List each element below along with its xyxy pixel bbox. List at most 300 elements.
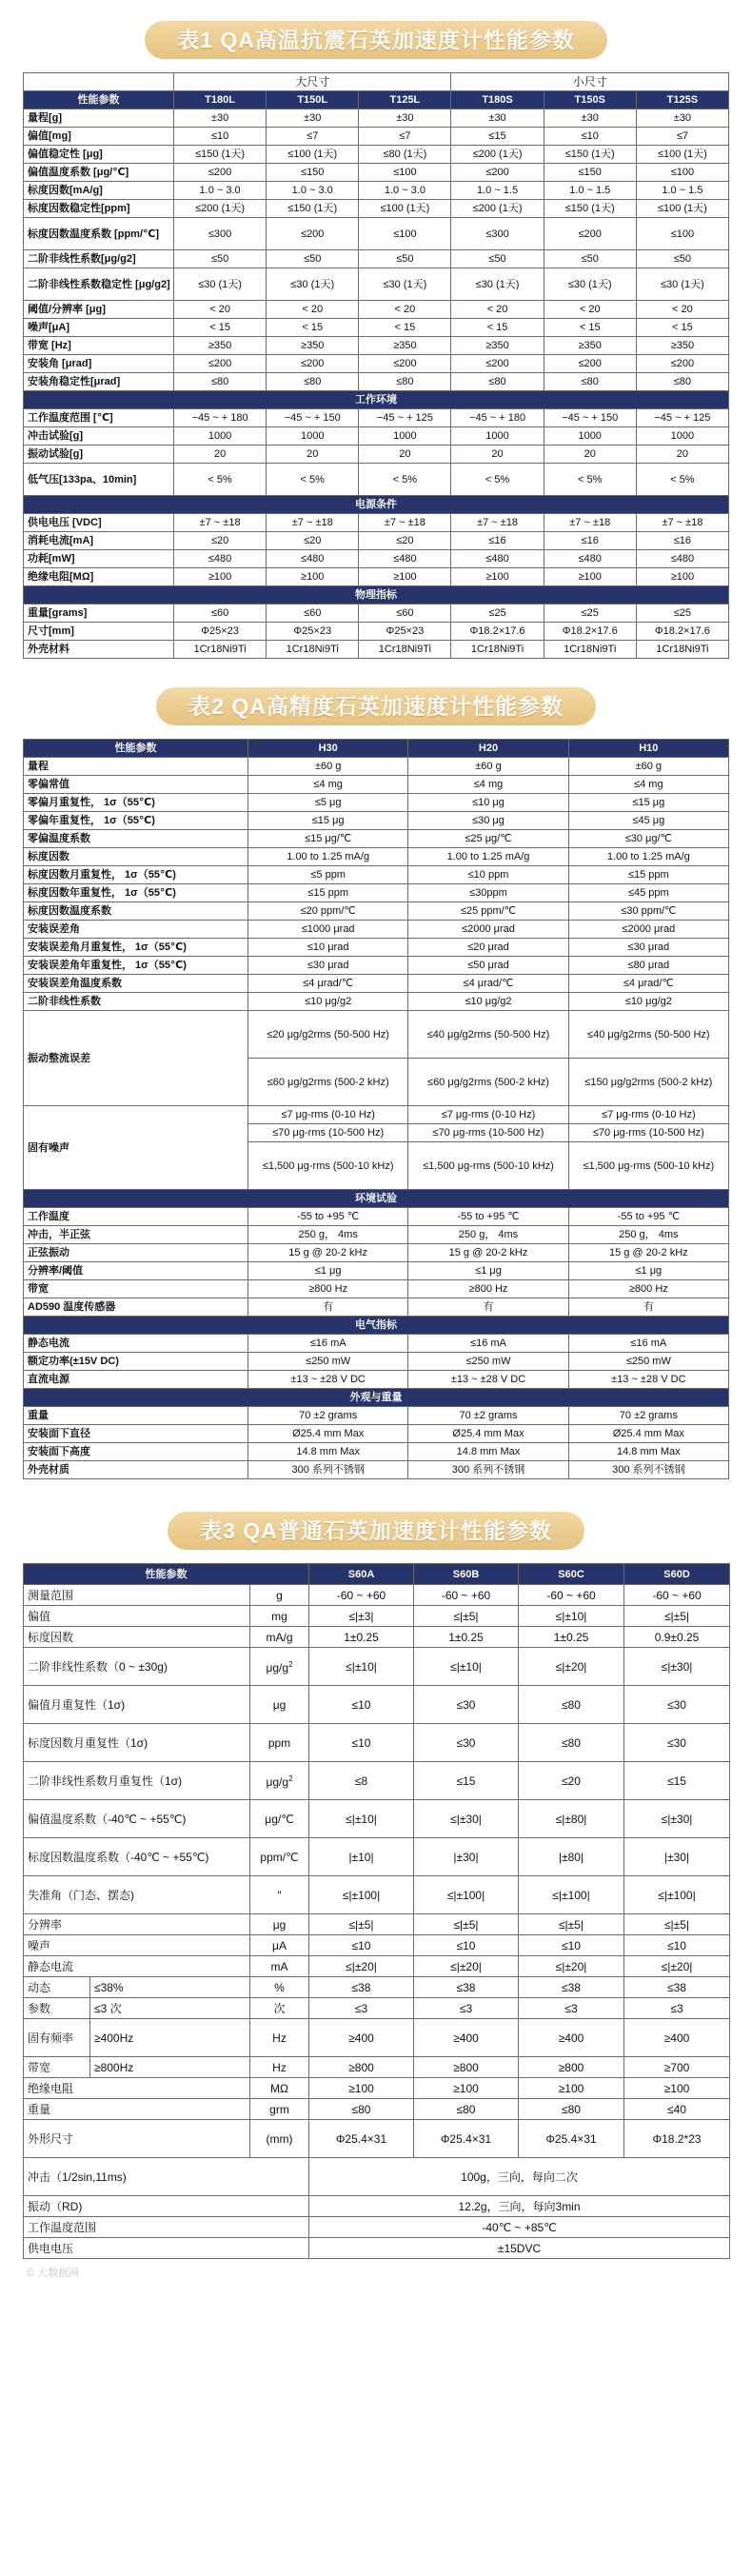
row-label: 带宽 [Hz] xyxy=(24,337,174,355)
table-row xyxy=(24,2057,730,2078)
table-cell: < 20 xyxy=(544,301,636,319)
merged-value-cell: -40℃ ~ +85℃ xyxy=(309,2217,730,2238)
table-cell: ≤480 xyxy=(451,550,544,568)
section-header: 电气指标 xyxy=(24,1317,729,1335)
table-cell: ≤4 mg xyxy=(248,776,408,794)
table-cell: ≤30 xyxy=(414,1686,519,1724)
table-cell: ≤200 xyxy=(267,355,359,373)
table3-standard-accelerometer xyxy=(23,1563,730,2259)
row-label: 带宽 xyxy=(24,1280,248,1298)
table-row xyxy=(24,1262,729,1280)
column-header: S60B xyxy=(414,1564,519,1585)
table-cell: ≥100 xyxy=(519,2078,624,2099)
table-cell: ≤200 xyxy=(359,355,451,373)
table-row xyxy=(24,812,729,830)
table-cell: ≤15 μg xyxy=(568,794,728,812)
table-cell: ≥400 xyxy=(414,2019,519,2057)
table-cell: ≤10 xyxy=(174,128,267,146)
table-cell: 1Cr18Ni9Ti xyxy=(544,641,636,659)
column-header: 性能参数 xyxy=(24,91,174,109)
table-cell: ≤80 xyxy=(519,1724,624,1762)
table-row xyxy=(24,957,729,975)
table-cell: ≤|±20| xyxy=(414,1956,519,1977)
table-cell: ≤200 (1天) xyxy=(174,200,267,218)
table-cell: ≤2000 μrad xyxy=(568,921,728,939)
table-cell: ≤|±30| xyxy=(624,1648,730,1686)
table-cell: ≤3 xyxy=(309,1998,414,2019)
table-cell: -55 to +95 ℃ xyxy=(568,1208,728,1226)
unit-cell xyxy=(250,1648,309,1686)
table-cell: ≥350 xyxy=(636,337,728,355)
table-cell: ≤150 (1天) xyxy=(544,200,636,218)
table-row xyxy=(24,1800,730,1838)
table-cell: ≥400 xyxy=(519,2019,624,2057)
table-cell: ±7 ~ ±18 xyxy=(544,514,636,532)
table-row xyxy=(24,830,729,848)
table-cell: ≤3 xyxy=(519,1998,624,2019)
table-cell: 0.9±0.25 xyxy=(624,1627,730,1648)
table-cell: μA xyxy=(250,1935,309,1956)
table-cell: ≤25 xyxy=(636,604,728,623)
table-cell: ≤70 μg-rms (10-500 Hz) xyxy=(248,1124,408,1142)
table-row xyxy=(24,2158,730,2196)
table-row xyxy=(24,391,729,409)
table-cell: ≤70 μg-rms (10-500 Hz) xyxy=(568,1124,728,1142)
table1-high-temp-accelerometer xyxy=(23,72,729,659)
table-row xyxy=(24,866,729,884)
row-label: 振动整流误差 xyxy=(24,1011,248,1106)
table-cell: 70 ±2 grams xyxy=(408,1407,568,1425)
row-label: 动态 xyxy=(24,1977,90,1998)
table-cell: |±30| xyxy=(414,1838,519,1876)
table-cell: ≤200 xyxy=(174,355,267,373)
table-row xyxy=(24,1298,729,1317)
table-row xyxy=(24,301,729,319)
row-label: 标度因数温度系数 [ppm/℃] xyxy=(24,218,174,250)
table-cell: 1.00 to 1.25 mA/g xyxy=(248,848,408,866)
column-header: S60C xyxy=(519,1564,624,1585)
table-row xyxy=(24,1190,729,1208)
table-cell: 有 xyxy=(568,1298,728,1317)
table-cell: 20 xyxy=(451,446,544,464)
table-row xyxy=(24,268,729,301)
table-cell: ≤100 (1天) xyxy=(267,146,359,164)
table-cell: ≤|±10| xyxy=(309,1800,414,1838)
table-row xyxy=(24,1425,729,1443)
table-row xyxy=(24,200,729,218)
table-cell: g xyxy=(250,1585,309,1606)
table-cell: < 5% xyxy=(359,464,451,496)
table-row xyxy=(24,373,729,391)
table-row xyxy=(24,1935,730,1956)
table-cell: 250 g， 4ms xyxy=(408,1226,568,1244)
table-cell: ≤150 xyxy=(544,164,636,182)
table-cell: ≤20 μg/g2rms (50-500 Hz) xyxy=(248,1011,408,1059)
table-row xyxy=(24,1353,729,1371)
table-cell: ≤25 ppm/℃ xyxy=(408,902,568,921)
table-cell: Ø25.4 mm Max xyxy=(408,1425,568,1443)
table-cell: ≤38 xyxy=(519,1977,624,1998)
table-row xyxy=(24,1443,729,1461)
table-cell: ≤100 (1天) xyxy=(636,200,728,218)
row-label: 供电电压 [VDC] xyxy=(24,514,174,532)
table-cell: ≤16 xyxy=(451,532,544,550)
table-cell: 1Cr18Ni9Ti xyxy=(267,641,359,659)
table-cell: ≥100 xyxy=(267,568,359,586)
table-cell: ±60 g xyxy=(248,758,408,776)
table-cell: < 15 xyxy=(359,319,451,337)
table-cell: −45 ~ + 125 xyxy=(359,409,451,427)
table-cell: ≤|±20| xyxy=(309,1956,414,1977)
table-cell: 14.8 mm Max xyxy=(408,1443,568,1461)
table-cell: ≤30 (1天) xyxy=(451,268,544,301)
table-cell: ≤3 xyxy=(624,1998,730,2019)
table-cell: ≤1000 μrad xyxy=(248,921,408,939)
row-label: 标度因数温度系数 xyxy=(24,902,248,921)
row-label: 标度因数月重复性， 1σ（55℃) xyxy=(24,866,248,884)
row-label: 安装误差角年重复性， 1σ（55℃) xyxy=(24,957,248,975)
row-label: AD590 温度传感器 xyxy=(24,1298,248,1317)
column-header: 性能参数 xyxy=(24,740,248,758)
table-cell: ≤1,500 μg-rms (500-10 kHz) xyxy=(248,1142,408,1190)
table-row xyxy=(24,337,729,355)
column-header: S60D xyxy=(624,1564,730,1585)
table-cell: 1±0.25 xyxy=(414,1627,519,1648)
row-label: 绝缘电阻[MΩ] xyxy=(24,568,174,586)
row-label: 振动试验[g] xyxy=(24,446,174,464)
table-cell: ≤|±100| xyxy=(309,1876,414,1914)
row-label: 固有噪声 xyxy=(24,1106,248,1190)
row-label: 偏值月重复性（1σ) xyxy=(24,1686,250,1724)
table-cell: ≥100 xyxy=(624,2078,730,2099)
table-row xyxy=(24,1407,729,1425)
row-label: 二阶非线性系数稳定性 [μg/g2] xyxy=(24,268,174,301)
table-cell: ≤100 (1天) xyxy=(636,146,728,164)
table-cell: ≤50 xyxy=(267,250,359,268)
table-cell: 1.0 ~ 3.0 xyxy=(174,182,267,200)
table-cell: ≥100 xyxy=(309,2078,414,2099)
table-cell: ≤1,500 μg-rms (500-10 kHz) xyxy=(568,1142,728,1190)
row-label: 偏值温度系数 [μg/℃] xyxy=(24,164,174,182)
table-cell: ≤15 xyxy=(451,128,544,146)
table-cell: Φ25×23 xyxy=(267,623,359,641)
table-cell: ≤1 μg xyxy=(568,1262,728,1280)
table-cell: ≥100 xyxy=(174,568,267,586)
table-cell: Hz xyxy=(250,2057,309,2078)
table-cell: ≤|±100| xyxy=(519,1876,624,1914)
table-row xyxy=(24,604,729,623)
table-cell: -60 ~ +60 xyxy=(624,1585,730,1606)
table-cell: 250 g， 4ms xyxy=(248,1226,408,1244)
table-cell: ≤150 xyxy=(267,164,359,182)
table-row xyxy=(24,1317,729,1335)
table-cell: ≤50 xyxy=(544,250,636,268)
row-label: 标度因数 xyxy=(24,1627,250,1648)
table-cell: ≤25 xyxy=(451,604,544,623)
table-cell: ≤80 xyxy=(636,373,728,391)
table-cell: ≤10 ppm xyxy=(408,866,568,884)
row-label: 外形尺寸 xyxy=(24,2120,250,2158)
table-cell: ≤250 mW xyxy=(248,1353,408,1371)
table-row xyxy=(24,2019,730,2057)
table-cell: ≤|±10| xyxy=(414,1648,519,1686)
table-cell: ≤16 mA xyxy=(248,1335,408,1353)
table-cell: μg xyxy=(250,1914,309,1935)
table-row xyxy=(24,464,729,496)
section-header: 环境试验 xyxy=(24,1190,729,1208)
table-cell: % xyxy=(250,1977,309,1998)
table-cell: < 5% xyxy=(636,464,728,496)
table-cell: ≤200 (1天) xyxy=(451,146,544,164)
table-row xyxy=(24,2217,730,2238)
table-row xyxy=(24,993,729,1011)
table-cell: ≤45 ppm xyxy=(568,884,728,902)
table-cell: ≤60 xyxy=(174,604,267,623)
row-label: 安装角稳定性[μrad] xyxy=(24,373,174,391)
table3-title-wrap xyxy=(23,1479,729,1550)
table-cell: Φ25×23 xyxy=(359,623,451,641)
table-cell: ≤10 xyxy=(544,128,636,146)
table-cell: ≤|±5| xyxy=(414,1606,519,1627)
table-row xyxy=(24,2099,730,2120)
table-cell: ≤7 μg-rms (0-10 Hz) xyxy=(568,1106,728,1124)
table-cell: ≤80 xyxy=(544,373,636,391)
row-label: 静态电流 xyxy=(24,1956,250,1977)
table-cell: 70 ±2 grams xyxy=(248,1407,408,1425)
table-cell: −45 ~ + 180 xyxy=(451,409,544,427)
row-label: 零偏年重复性， 1σ（55℃) xyxy=(24,812,248,830)
merged-value-cell: ±15DVC xyxy=(309,2238,730,2259)
table-cell: 1.0 ~ 3.0 xyxy=(359,182,451,200)
unit-cell xyxy=(250,1762,309,1800)
row-label: 冲击（1/2sin,11ms) xyxy=(24,2158,309,2196)
table-cell: -60 ~ +60 xyxy=(309,1585,414,1606)
table1-title-wrap xyxy=(23,0,729,59)
table-cell: ≤|±20| xyxy=(519,1648,624,1686)
row-label: 偏值 xyxy=(24,1606,250,1627)
table-cell: < 20 xyxy=(174,301,267,319)
table-cell: ≤|±5| xyxy=(624,1606,730,1627)
table-row xyxy=(24,1226,729,1244)
table-row xyxy=(24,427,729,446)
table-cell: 1000 xyxy=(544,427,636,446)
table-cell: < 20 xyxy=(267,301,359,319)
column-header: H10 xyxy=(568,740,728,758)
table-cell: ≤10 xyxy=(624,1935,730,1956)
table-cell: Φ18.2×17.6 xyxy=(636,623,728,641)
column-header: T150L xyxy=(267,91,359,109)
table-row xyxy=(24,921,729,939)
table-row xyxy=(24,1585,730,1606)
table-cell: −45 ~ + 180 xyxy=(174,409,267,427)
table-cell: ≤100 xyxy=(359,218,451,250)
table-row xyxy=(24,91,729,109)
row-label: 低气压[133pa、10min] xyxy=(24,464,174,496)
table-cell: ≤50 μrad xyxy=(408,957,568,975)
row-label: 安装误差角温度系数 xyxy=(24,975,248,993)
table-cell: ≤80 xyxy=(451,373,544,391)
table-cell: ±7 ~ ±18 xyxy=(451,514,544,532)
table3-title: 表3 QA普通石英加速度计性能参数 xyxy=(168,1512,584,1550)
table-cell: ≥800 Hz xyxy=(568,1280,728,1298)
table-row xyxy=(24,758,729,776)
table-cell: ≤40 μg/g2rms (50-500 Hz) xyxy=(568,1011,728,1059)
table-cell: ≤|±80| xyxy=(519,1800,624,1838)
table-row xyxy=(24,218,729,250)
table-cell: ≤7 μg-rms (0-10 Hz) xyxy=(248,1106,408,1124)
table-cell: < 5% xyxy=(267,464,359,496)
table-cell: 1.0 ~ 1.5 xyxy=(544,182,636,200)
table-cell: 1000 xyxy=(636,427,728,446)
row-label: 测量范围 xyxy=(24,1585,250,1606)
table-row xyxy=(24,586,729,604)
table-cell: ±30 xyxy=(174,109,267,128)
table-cell: ≤10 xyxy=(309,1724,414,1762)
table-cell: 14.8 mm Max xyxy=(568,1443,728,1461)
table-row xyxy=(24,641,729,659)
row-label: 标度因数[mA/g] xyxy=(24,182,174,200)
row-label: 噪声[μA] xyxy=(24,319,174,337)
table-cell: 1±0.25 xyxy=(519,1627,624,1648)
table-cell: Ø25.4 mm Max xyxy=(568,1425,728,1443)
table-row xyxy=(24,1627,730,1648)
table-cell: ≤200 xyxy=(174,164,267,182)
table-cell: ≤60 xyxy=(359,604,451,623)
row-label: 重量[grams] xyxy=(24,604,174,623)
row-label: 冲击，半正弦 xyxy=(24,1226,248,1244)
table-cell: ≤30 (1天) xyxy=(636,268,728,301)
table-cell: ≤30 μg/℃ xyxy=(568,830,728,848)
table-cell: Φ18.2×17.6 xyxy=(544,623,636,641)
table-cell: ≤80 μrad xyxy=(568,957,728,975)
table-row xyxy=(24,409,729,427)
table-cell: ±7 ~ ±18 xyxy=(359,514,451,532)
table-cell: μg/℃ xyxy=(250,1800,309,1838)
table-cell: ≤|±100| xyxy=(414,1876,519,1914)
table-cell: −45 ~ + 150 xyxy=(544,409,636,427)
section-header: 电源条件 xyxy=(24,496,729,514)
table-cell: ≤480 xyxy=(544,550,636,568)
row-label: 带宽 xyxy=(24,2057,90,2078)
row-label: 外壳材质 xyxy=(24,1461,248,1479)
table-cell: 14.8 mm Max xyxy=(248,1443,408,1461)
table-cell: Hz xyxy=(250,2019,309,2057)
table-cell: Φ25.4×31 xyxy=(414,2120,519,2158)
table-cell: ≤|±5| xyxy=(624,1914,730,1935)
table-cell: ≤38 xyxy=(624,1977,730,1998)
table-cell: ≥800 xyxy=(309,2057,414,2078)
row-label: 标度因数年重复性， 1σ（55℃) xyxy=(24,884,248,902)
table-cell: ≤30 μg xyxy=(408,812,568,830)
row-label: 二阶非线性系数月重复性（1σ) xyxy=(24,1762,250,1800)
table-cell: (mm) xyxy=(250,2120,309,2158)
row-label: 工作温度范围 [℃] xyxy=(24,409,174,427)
table-cell: ≥800 xyxy=(414,2057,519,2078)
table-row xyxy=(24,1244,729,1262)
table-cell: ≤200 xyxy=(267,218,359,250)
table-row xyxy=(24,164,729,182)
table-cell: ≤10 xyxy=(309,1686,414,1724)
row-label: 工作温度 xyxy=(24,1208,248,1226)
table-cell: ≥350 xyxy=(451,337,544,355)
table-row xyxy=(24,902,729,921)
table-cell: ≥100 xyxy=(451,568,544,586)
merged-value-cell: 12.2g，三向，每向3min xyxy=(309,2196,730,2217)
table-row xyxy=(24,623,729,641)
table-cell: ≤30 μrad xyxy=(248,957,408,975)
table-cell: -55 to +95 ℃ xyxy=(408,1208,568,1226)
row-label: 阈值/分辨率 [μg] xyxy=(24,301,174,319)
empty-cell xyxy=(24,73,174,91)
table-cell: ≤38 xyxy=(414,1977,519,1998)
table-cell: ±13 ~ ±28 V DC xyxy=(408,1371,568,1389)
table-cell: 1000 xyxy=(267,427,359,446)
group-small-header: 小尺寸 xyxy=(451,73,729,91)
table-row xyxy=(24,884,729,902)
unit-superscript: 2 xyxy=(288,1774,293,1783)
table-cell: ≤30 μrad xyxy=(568,939,728,957)
table-cell: < 20 xyxy=(636,301,728,319)
table-cell: ≥100 xyxy=(414,2078,519,2099)
table-cell: < 15 xyxy=(636,319,728,337)
table-cell: ≤20 xyxy=(174,532,267,550)
table-cell: ≥400 xyxy=(309,2019,414,2057)
table-row xyxy=(24,496,729,514)
table-cell: 300 系列不锈钢 xyxy=(568,1461,728,1479)
row-condition: ≤3 次 xyxy=(90,1998,250,2019)
table-cell: ≤|±20| xyxy=(519,1956,624,1977)
row-label: 参数 xyxy=(24,1998,90,2019)
row-label: 正弦振动 xyxy=(24,1244,248,1262)
table-cell: 1.0 ~ 1.5 xyxy=(451,182,544,200)
table-cell: ≤30 (1天) xyxy=(267,268,359,301)
table-cell: ≤15 xyxy=(414,1762,519,1800)
table-cell: ≤100 (1天) xyxy=(359,200,451,218)
table-cell: MΩ xyxy=(250,2078,309,2099)
table-cell: ≤30 (1天) xyxy=(174,268,267,301)
row-label: 标度因数温度系数（-40℃ ~ +55℃) xyxy=(24,1838,250,1876)
table-cell: ±7 ~ ±18 xyxy=(174,514,267,532)
row-label: 固有频率 xyxy=(24,2019,90,2057)
table-cell: ≤1,500 μg-rms (500-10 kHz) xyxy=(408,1142,568,1190)
row-label: 偏值温度系数（-40℃ ~ +55℃) xyxy=(24,1800,250,1838)
row-label: 尺寸[mm] xyxy=(24,623,174,641)
table-cell: ≤3 xyxy=(414,1998,519,2019)
table-cell: ≤60 μg/g2rms (500-2 kHz) xyxy=(408,1059,568,1106)
table-cell: ±30 xyxy=(359,109,451,128)
table-row xyxy=(24,1106,729,1124)
table-cell: ≥800 xyxy=(519,2057,624,2078)
row-condition: ≥800Hz xyxy=(90,2057,250,2078)
table-cell: ≤80 xyxy=(174,373,267,391)
table-cell: ≤30ppm xyxy=(408,884,568,902)
table-cell: ≤15 μg/℃ xyxy=(248,830,408,848)
table-cell: |±80| xyxy=(519,1838,624,1876)
table-row xyxy=(24,1564,730,1585)
table-cell: ≤1 μg xyxy=(248,1262,408,1280)
table-row xyxy=(24,740,729,758)
row-label: 安装面下高度 xyxy=(24,1443,248,1461)
table-cell: ≤30 (1天) xyxy=(359,268,451,301)
column-header: T125L xyxy=(359,91,451,109)
row-label: 分辨率/阈值 xyxy=(24,1262,248,1280)
table-cell: ≤7 xyxy=(359,128,451,146)
table-cell: ≤7 μg-rms (0-10 Hz) xyxy=(408,1106,568,1124)
table-cell: ≤250 mW xyxy=(408,1353,568,1371)
table-cell: ≤20 xyxy=(359,532,451,550)
table-row xyxy=(24,1335,729,1353)
row-label: 量程[g] xyxy=(24,109,174,128)
